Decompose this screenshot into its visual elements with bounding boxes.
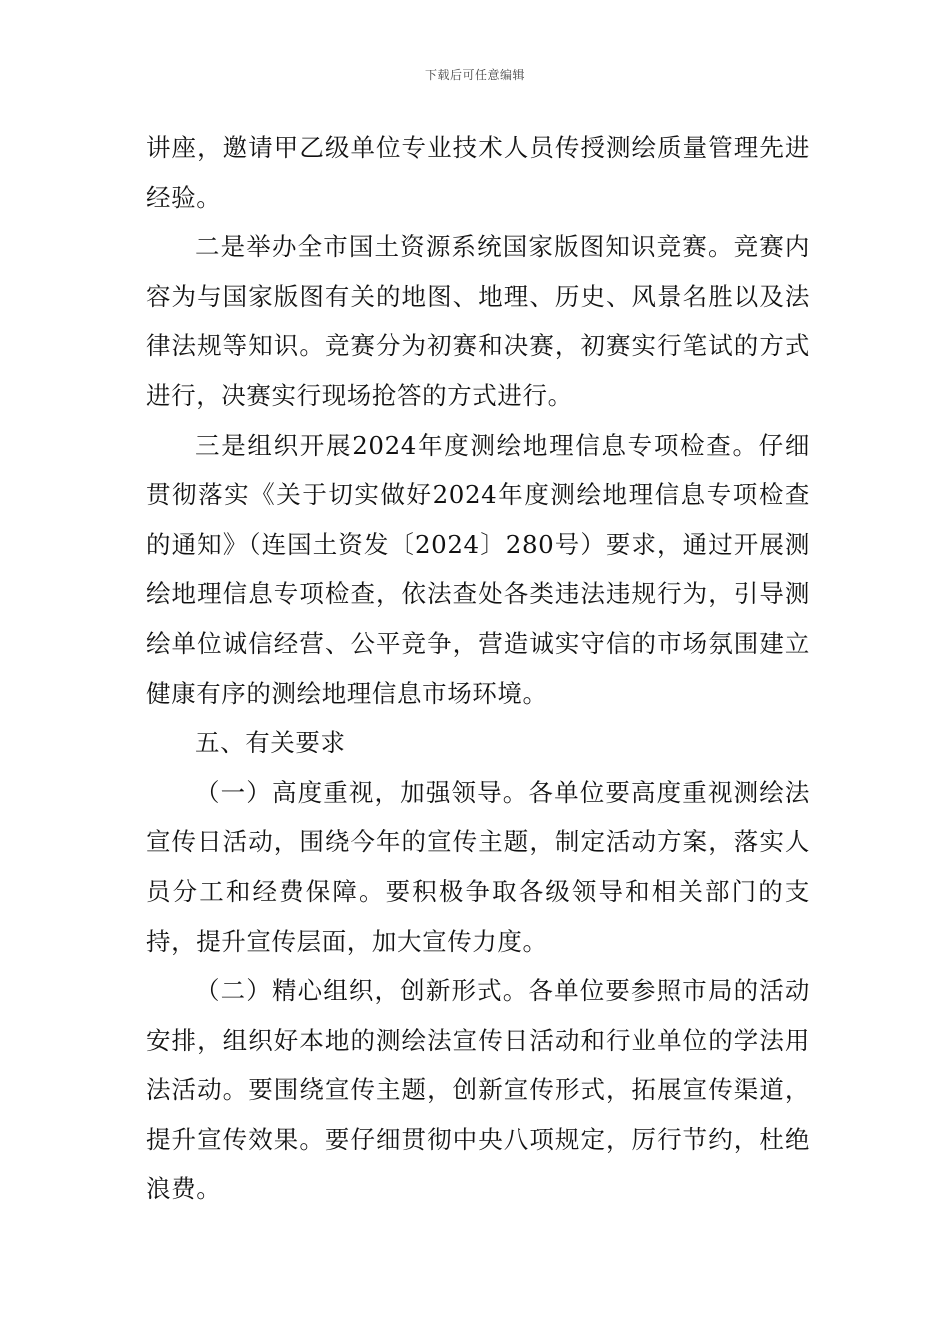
paragraph-requirement-2: （二）精心组织，创新形式。各单位要参照市局的活动安排，组织好本地的测绘法宣传日活动和行业单位的学法用法活动。要围绕宣传主题，创新宣传形式，拓展宣传渠道，提升宣传效果。要仔细贯彻中央八项规定，厉行节约，杜绝浪费。 <box>146 976 810 1204</box>
paragraph-requirement-1: （一）高度重视，加强领导。各单位要高度重视测绘法宣传日活动，围绕今年的宣传主题，制定活动方案，落实人员分工和经费保障。要积极争取各级领导和相关部门的支持，提升宣传层面，加大宣传力度。 <box>146 777 810 956</box>
section-heading-requirements: 五、有关要求 <box>195 728 346 758</box>
page-header: 下载后可任意编辑 <box>424 68 525 82</box>
paragraph-inspection: 三是组织开展2024年度测绘地理信息专项检查。仔细贯彻落实《关于切实做好2024年度测绘地理信息专项检查的通知》（连国土资发〔2024〕280号）要求，通过开展测绘地理信息专项检查，依法查处各类违法违规行为，引导测绘单位诚信经营、公平竞争，营造诚实守信的市场氛围建立健康有序的测绘地理信息市场环境。 <box>146 430 810 708</box>
paragraph-competition: 二是举办全市国土资源系统国家版图知识竞赛。竞赛内容为与国家版图有关的地图、地理、历史、风景名胜以及法律法规等知识。竞赛分为初赛和决赛，初赛实行笔试的方式进行，决赛实行现场抢答的方式进行。 <box>146 232 810 410</box>
paragraph-continuation: 讲座，邀请甲乙级单位专业技术人员传授测绘质量管理先进经验。 <box>146 133 810 212</box>
document-body <box>146 123 810 1214</box>
